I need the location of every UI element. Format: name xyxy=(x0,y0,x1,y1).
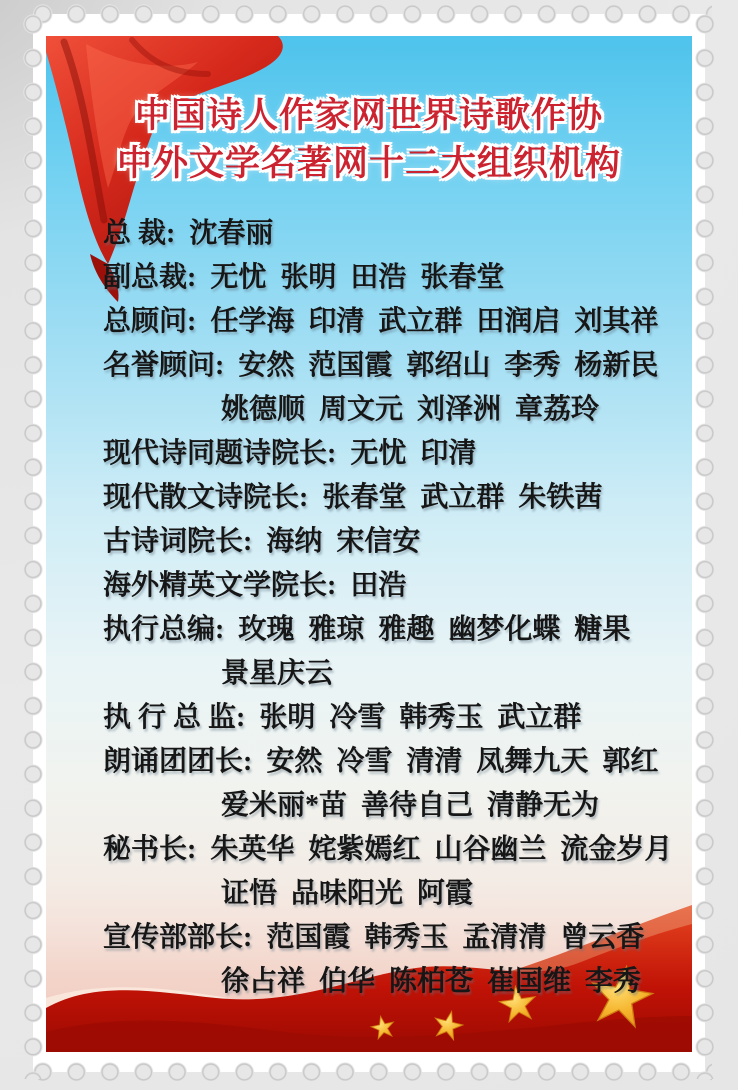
roster-line: 宣传部部长: 范国霞 韩秀玉 孟清清 曾云香 xyxy=(103,922,645,953)
roster-list xyxy=(103,212,683,1004)
roster-line: 执行总编: 玫瑰 雅琼 雅趣 幽梦化蝶 糖果 xyxy=(103,614,631,645)
roster-line: 副总裁: 无忧 张明 田浩 张春堂 xyxy=(103,262,505,293)
roster-line-continuation: 姚德顺 周文元 刘泽洲 章荔玲 xyxy=(221,394,600,425)
roster-line: 执 行 总 监: 张明 冷雪 韩秀玉 武立群 xyxy=(103,702,582,733)
roster-line: 总 裁: 沈春丽 xyxy=(103,218,274,249)
roster-line: 现代散文诗院长: 张春堂 武立群 朱铁茜 xyxy=(103,482,603,513)
roster-line: 朗诵团团长: 安然 冷雪 清清 凤舞九天 郭红 xyxy=(103,746,659,777)
roster-line-continuation: 爱米丽*苗 善待自己 清静无为 xyxy=(221,790,600,821)
roster-line: 秘书长: 朱英华 姹紫嫣红 山谷幽兰 流金岁月 xyxy=(103,834,673,865)
poster-photo xyxy=(46,36,692,1052)
poster-title xyxy=(46,92,692,188)
roster-line: 名誉顾问: 安然 范国霞 郭绍山 李秀 杨新民 xyxy=(103,350,659,381)
roster-line: 总顾问: 任学海 印清 武立群 田润启 刘其祥 xyxy=(103,306,659,337)
roster-line: 海外精英文学院长: 田浩 xyxy=(103,570,407,601)
roster-line-continuation: 徐占祥 伯华 陈柏苍 崔国维 李秀 xyxy=(221,966,642,997)
stamp-frame xyxy=(33,14,705,1072)
title-line-2: 中外文学名著网十二大组织机构 xyxy=(116,144,621,183)
perforation-edge-top xyxy=(26,4,712,24)
roster-line: 现代诗同题诗院长: 无忧 印清 xyxy=(103,438,477,469)
perforation-edge-left xyxy=(23,7,43,1079)
roster-line-continuation: 景星庆云 xyxy=(221,658,334,689)
title-line-1: 中国诗人作家网世界诗歌作协 xyxy=(134,96,603,135)
perforation-edge-bottom xyxy=(26,1062,712,1082)
perforation-edge-right xyxy=(695,7,715,1079)
roster-line: 古诗词院长: 海纳 宋信安 xyxy=(103,526,421,557)
roster-line-continuation: 证悟 品味阳光 阿霞 xyxy=(221,878,474,909)
